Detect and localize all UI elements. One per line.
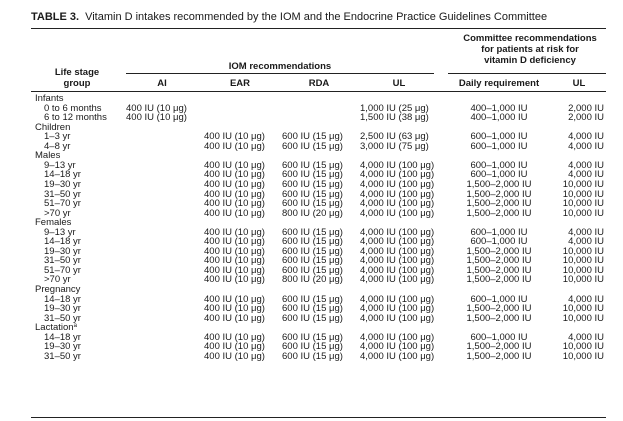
ear-cell: 400 IU (10 μg) [204, 274, 265, 285]
ul-cell: 4,000 IU (100 μg) [360, 160, 435, 171]
ul-cell: 4,000 IU (100 μg) [360, 198, 435, 209]
ear-cell: 400 IU (10 μg) [204, 131, 265, 142]
rda-cell: 600 IU (15 μg) [282, 131, 343, 142]
ul-header: UL [392, 78, 406, 89]
committee-header-line-2: for patients at risk for [481, 44, 579, 55]
ear-cell: 400 IU (10 μg) [204, 255, 265, 266]
row-label: 19–30 yr [44, 303, 81, 314]
row-label: 9–13 yr [44, 227, 76, 238]
iom-rule [126, 73, 434, 74]
ai-cell: 400 IU (10 μg) [126, 112, 187, 123]
cul-cell: 10,000 IU [562, 351, 604, 362]
ear-cell: 400 IU (10 μg) [204, 179, 265, 190]
cul-cell: 10,000 IU [562, 198, 604, 209]
rda-cell: 600 IU (15 μg) [282, 246, 343, 257]
rda-cell: 600 IU (15 μg) [282, 265, 343, 276]
rda-cell: 600 IU (15 μg) [282, 255, 343, 266]
row-label: 4–8 yr [44, 141, 71, 152]
daily-cell: 1,500–2,000 IU [466, 198, 532, 209]
life-stage-header-line-2: group [63, 78, 91, 89]
daily-cell: 1,500–2,000 IU [466, 303, 532, 314]
daily-cell: 1,500–2,000 IU [466, 189, 532, 200]
daily-cell: 1,500–2,000 IU [466, 341, 532, 352]
row-label: 14–18 yr [44, 169, 81, 180]
ul-cell: 4,000 IU (100 μg) [360, 274, 435, 285]
cul-cell: 4,000 IU [568, 169, 604, 180]
group-label: Infants [35, 93, 64, 104]
rda-cell: 600 IU (15 μg) [282, 189, 343, 200]
group-label: Lactation$^a$ [35, 322, 77, 333]
ear-cell: 400 IU (10 μg) [204, 351, 265, 362]
ul-cell: 4,000 IU (100 μg) [360, 313, 435, 324]
iom-header: IOM recommendations [228, 61, 332, 72]
ai-cell: 400 IU (10 μg) [126, 103, 187, 114]
ul-cell: 4,000 IU (100 μg) [360, 341, 435, 352]
ul-cell: 4,000 IU (100 μg) [360, 294, 435, 305]
cul-cell: 10,000 IU [562, 208, 604, 219]
ear-cell: 400 IU (10 μg) [204, 160, 265, 171]
header-bottom-rule [31, 91, 606, 92]
table-caption [31, 11, 547, 23]
rda-cell: 800 IU (20 μg) [282, 274, 343, 285]
cul-cell: 10,000 IU [562, 303, 604, 314]
life-stage-header-line-1: Life stage [54, 67, 100, 78]
rda-cell: 600 IU (15 μg) [282, 179, 343, 190]
ul-cell: 4,000 IU (100 μg) [360, 179, 435, 190]
cul-cell: 4,000 IU [568, 141, 604, 152]
row-label: 14–18 yr [44, 236, 81, 247]
group-label: Pregnancy [35, 284, 81, 295]
daily-cell: 600–1,000 IU [470, 227, 528, 238]
ul-cell: 1,500 IU (38 μg) [360, 112, 429, 123]
row-label: 31–50 yr [44, 313, 81, 324]
ul-cell: 4,000 IU (100 μg) [360, 332, 435, 343]
rda-cell: 600 IU (15 μg) [282, 294, 343, 305]
rda-cell: 600 IU (15 μg) [282, 236, 343, 247]
rda-header: RDA [308, 78, 330, 89]
committee-header [440, 33, 620, 66]
ear-cell: 400 IU (10 μg) [204, 236, 265, 247]
ear-cell: 400 IU (10 μg) [204, 189, 265, 200]
ul-cell: 4,000 IU (100 μg) [360, 351, 435, 362]
group-label: Males [35, 150, 61, 161]
ear-cell: 400 IU (10 μg) [204, 313, 265, 324]
cul-cell: 10,000 IU [562, 246, 604, 257]
ear-cell: 400 IU (10 μg) [204, 341, 265, 352]
row-label: 9–13 yr [44, 160, 76, 171]
cul-cell: 10,000 IU [562, 341, 604, 352]
rda-cell: 600 IU (15 μg) [282, 313, 343, 324]
ul-cell: 4,000 IU (100 μg) [360, 227, 435, 238]
ear-cell: 400 IU (10 μg) [204, 198, 265, 209]
ai-header: AI [157, 78, 167, 89]
row-label: >70 yr [44, 208, 71, 219]
cul-cell: 4,000 IU [568, 131, 604, 142]
daily-cell: 1,500–2,000 IU [466, 246, 532, 257]
rda-cell: 800 IU (20 μg) [282, 208, 343, 219]
cul-cell: 4,000 IU [568, 160, 604, 171]
ear-cell: 400 IU (10 μg) [204, 169, 265, 180]
cul-cell: 2,000 IU [568, 103, 604, 114]
rda-cell: 600 IU (15 μg) [282, 332, 343, 343]
row-label: 19–30 yr [44, 179, 81, 190]
daily-cell: 1,500–2,000 IU [466, 313, 532, 324]
row-label: 14–18 yr [44, 332, 81, 343]
group-label: Children [35, 122, 71, 133]
rda-cell: 600 IU (15 μg) [282, 227, 343, 238]
daily-cell: 600–1,000 IU [470, 294, 528, 305]
rda-cell: 600 IU (15 μg) [282, 141, 343, 152]
row-label: 0 to 6 months [44, 103, 102, 114]
cul-cell: 4,000 IU [568, 236, 604, 247]
ul-cell: 4,000 IU (100 μg) [360, 236, 435, 247]
ul-cell: 4,000 IU (100 μg) [360, 265, 435, 276]
table-caption-text: Vitamin D intakes recommended by the IOM and the Endocrine Practice Guidelines Committee [85, 11, 548, 23]
cul-cell: 4,000 IU [568, 294, 604, 305]
row-label: 31–50 yr [44, 189, 81, 200]
row-label: 6 to 12 months [44, 112, 107, 123]
cul-cell: 10,000 IU [562, 179, 604, 190]
committee-rule [448, 73, 606, 74]
rda-cell: 600 IU (15 μg) [282, 198, 343, 209]
ul-cell: 1,000 IU (25 μg) [360, 103, 429, 114]
ear-header: EAR [229, 78, 251, 89]
ear-cell: 400 IU (10 μg) [204, 294, 265, 305]
rda-cell: 600 IU (15 μg) [282, 160, 343, 171]
daily-cell: 600–1,000 IU [470, 236, 528, 247]
ear-cell: 400 IU (10 μg) [204, 332, 265, 343]
row-label: 1–3 yr [44, 131, 71, 142]
ul-cell: 4,000 IU (100 μg) [360, 208, 435, 219]
daily-cell: 400–1,000 IU [470, 112, 528, 123]
daily-cell: 600–1,000 IU [470, 141, 528, 152]
life-stage-header [31, 67, 123, 89]
daily-cell: 600–1,000 IU [470, 131, 528, 142]
cul-cell: 10,000 IU [562, 265, 604, 276]
rda-cell: 600 IU (15 μg) [282, 351, 343, 362]
committee-header-line-1: Committee recommendations [463, 33, 597, 44]
table-caption-label: TABLE 3. [31, 11, 80, 23]
row-label: >70 yr [44, 274, 71, 285]
cul-cell: 10,000 IU [562, 274, 604, 285]
daily-cell: 1,500–2,000 IU [466, 351, 532, 362]
group-label: Females [35, 217, 72, 228]
row-label: 19–30 yr [44, 246, 81, 257]
ul-cell: 4,000 IU (100 μg) [360, 255, 435, 266]
committee-header-line-3: vitamin D deficiency [484, 55, 576, 66]
ear-cell: 400 IU (10 μg) [204, 265, 265, 276]
cul-cell: 10,000 IU [562, 313, 604, 324]
daily-cell: 1,500–2,000 IU [466, 265, 532, 276]
ear-cell: 400 IU (10 μg) [204, 227, 265, 238]
row-label: 31–50 yr [44, 351, 81, 362]
cul-cell: 10,000 IU [562, 255, 604, 266]
row-label: 14–18 yr [44, 294, 81, 305]
daily-cell: 600–1,000 IU [470, 332, 528, 343]
rda-cell: 600 IU (15 μg) [282, 341, 343, 352]
ear-cell: 400 IU (10 μg) [204, 303, 265, 314]
ul-cell: 4,000 IU (100 μg) [360, 303, 435, 314]
top-rule [31, 28, 606, 29]
cul-cell: 2,000 IU [568, 112, 604, 123]
cul-cell: 10,000 IU [562, 189, 604, 200]
bottom-rule [31, 417, 606, 418]
daily-cell: 400–1,000 IU [470, 103, 528, 114]
committee-ul-header: UL [572, 78, 586, 89]
row-label: 19–30 yr [44, 341, 81, 352]
ul-cell: 4,000 IU (100 μg) [360, 189, 435, 200]
ear-cell: 400 IU (10 μg) [204, 246, 265, 257]
row-label: 31–50 yr [44, 255, 81, 266]
ear-cell: 400 IU (10 μg) [204, 208, 265, 219]
daily-cell: 1,500–2,000 IU [466, 208, 532, 219]
daily-cell: 1,500–2,000 IU [466, 274, 532, 285]
row-label: 51–70 yr [44, 265, 81, 276]
ul-cell: 2,500 IU (63 μg) [360, 131, 429, 142]
footnote-marker: a [73, 323, 77, 329]
ul-cell: 4,000 IU (100 μg) [360, 169, 435, 180]
ul-cell: 3,000 IU (75 μg) [360, 141, 429, 152]
row-label: 51–70 yr [44, 198, 81, 209]
daily-cell: 600–1,000 IU [470, 169, 528, 180]
rda-cell: 600 IU (15 μg) [282, 303, 343, 314]
ul-cell: 4,000 IU (100 μg) [360, 246, 435, 257]
cul-cell: 4,000 IU [568, 227, 604, 238]
daily-cell: 600–1,000 IU [470, 160, 528, 171]
ear-cell: 400 IU (10 μg) [204, 141, 265, 152]
daily-cell: 1,500–2,000 IU [466, 255, 532, 266]
cul-cell: 4,000 IU [568, 332, 604, 343]
daily-cell: 1,500–2,000 IU [466, 179, 532, 190]
rda-cell: 600 IU (15 μg) [282, 169, 343, 180]
daily-requirement-header: Daily requirement [458, 78, 540, 89]
